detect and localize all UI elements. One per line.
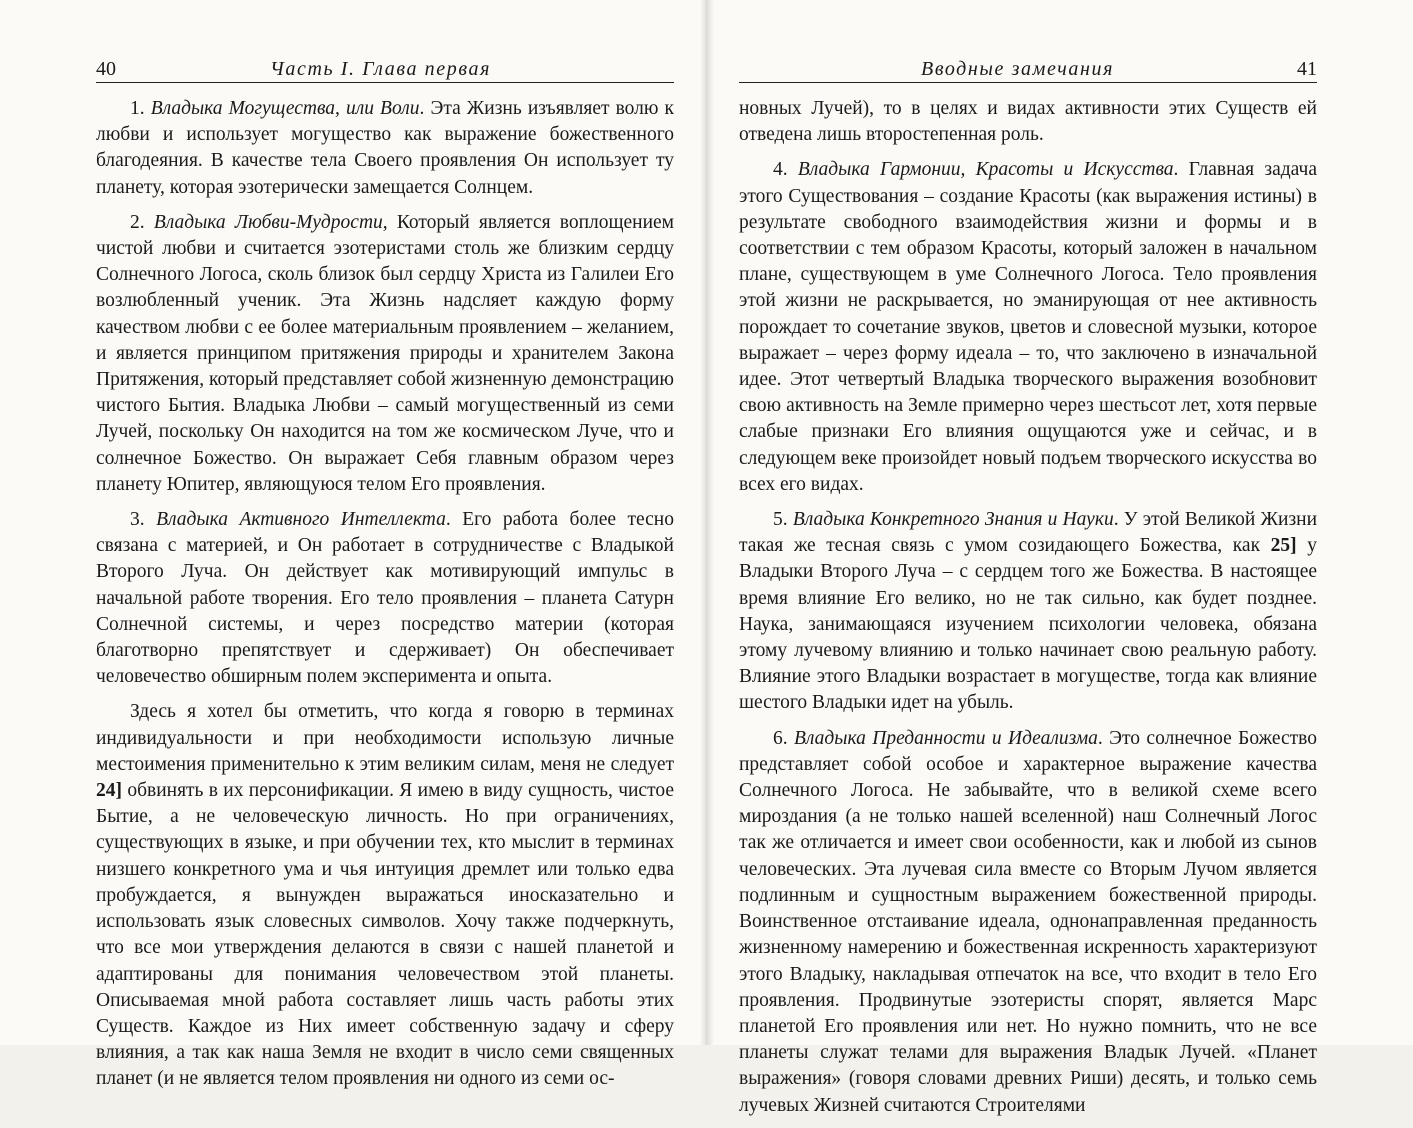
ray-title: Владыка Преданности и Идеализма bbox=[794, 727, 1098, 749]
paragraph-ray-4: 4. Владыка Гармонии, Красоты и Искусства. Главная задача этого Существования – создание Красоты (как выражения истины) в результате свободного взаимодействия жизни и формы и в соответствии с тем образом Красоты, который заложен в начальном плане, существующем в уме Солнечного Логоса. Тело проявления этой жизни не раскрывается, но эманирующая от нее активность порождает то сочетание звуков, цветов и словесной музыки, которое выражает – через форму идеала – то, что заключено в изначальной идее. Этот четвертый Владыка творческого выражения возобновит свою активность на Земле примерно через шестьсот лет, хотя первые слабые признаки Его влияния ощущаются уже и сейчас, и в следующем веке произойдет новый подъем творческого искусства во всех его видах. bbox=[739, 159, 1318, 495]
page-number: 41 bbox=[1297, 58, 1317, 80]
ray-title: Владыка Могущества, или Воли bbox=[150, 98, 420, 119]
ray-title: Владыка Гармонии, Красоты и Искусства bbox=[797, 159, 1174, 181]
right-page-text bbox=[739, 96, 1317, 1128]
paragraph-ray-5: 5. Владыка Конкретного Знания и Науки. У этой Великой Жизни такая же тесная связь с умом созидающего Божества, как 25] у Владыки Второго Луча – с сердцем того же Божества. В настоящее время влияние Его велико, но не так сильно, как будет позднее. Наука, занимающаяся изучением психологии человека, обязана этому лучевому влиянию и только начинает свою реальную работу. Влияние этого Владыки возрастает в могуществе, тогда как влияние шестого Владыки идет на убыль. bbox=[739, 509, 1318, 714]
left-page bbox=[0, 0, 706, 1090]
paragraph-ray-1: 1. Владыка Могущества, или Воли. Эта Жизнь изъявляет волю к любви и использует могущество как выражение божественного благодеяния. В качестве тела Своего проявления Он использует ту планету, которая эзотерически замещается Солнцем. bbox=[96, 98, 674, 198]
page-reference-marker: 25] bbox=[1270, 535, 1297, 557]
page-reference-marker: 24] bbox=[96, 780, 122, 802]
left-running-header bbox=[96, 56, 674, 83]
ray-title: Владыка Активного Интеллекта bbox=[156, 509, 446, 531]
ray-title: Владыка Конкретного Знания и Науки bbox=[792, 509, 1114, 531]
right-page bbox=[707, 0, 1413, 1116]
book-gutter-shadow bbox=[700, 0, 714, 1045]
paragraph-ray-3: 3. Владыка Активного Интеллекта. Его работа более тесно связана с материей, и Он работает в сотрудничестве с Владыкой Второго Луча. Он действует как мотивирующий импульс в начальной работе творения. Его тело проявления – планета Сатурн Солнечной системы, и через посредство материи (которая благотворно препятствует и сдерживает) Он обеспечивает человечество обширным полем эксперимента и опыта. bbox=[96, 509, 674, 688]
running-title: Вводные замечания bbox=[921, 58, 1114, 80]
ray-title: Владыка Любви-Мудрости bbox=[153, 211, 383, 233]
paragraph-ray-6: 6. Владыка Преданности и Идеализма. Это солнечное Божество представляет собой особое и характерное выражение качества Солнечного Логоса. Не забывайте, что в великой схеме всего мироздания (а не только нашей вселенной) наш Солнечный Логос так же отличается и имеет свои особенности, как и любой из сынов человеческих. Эта лучевая сила вместе со Вторым Лучом является подлинным и сущностным выражением божественной природы. Воинственное отстаивание идеала, однонаправленная преданность жизненному намерению и божественная искренность характеризуют этого Владыку, накладывая отпечаток на все, что входит в тело Его проявления. Продвинутые эзотеристы спорят, является Марс планетой Его проявления или нет. Но нужно помнить, что не все планеты служат телами для выражения Владык Лучей. «Планет выражения» (говоря словами древних Риши) десять, и только семь лучевых Жизней считаются Строителями bbox=[739, 727, 1318, 1116]
left-page-text bbox=[96, 96, 674, 1102]
paragraph-ray-2: 2. Владыка Любви-Мудрости, Который является воплощением чистой любви и считается эзотеристами столь же близким сердцу Солнечного Логоса, сколь близок был сердцу Христа из Галилеи Его возлюбленный ученик. Эта Жизнь надсляет каждую форму качеством любви с ее более материальным проявлением – желанием, и является принципом притяжения природы и хранителем Закона Притяжения, который представляет собой жизненную демонстрацию чистого Бытия. Владыка Любви – самый могущественный из семи Лучей, поскольку Он находится на том же космическом Луче, что и солнечное Божество. Он выражает Себя главным образом через планету Юпитер, являющуюся телом Его проявления. bbox=[96, 211, 675, 495]
paragraph-continuation: новных Лучей), то в целях и видах активности этих Существ ей отведена лишь второстепенная роль. bbox=[739, 98, 1317, 146]
running-title: Часть I. Глава первая bbox=[270, 58, 492, 80]
page-number: 40 bbox=[96, 58, 116, 80]
paragraph-note: Здесь я хотел бы отметить, что когда я говорю в терминах индивидуальности и при необходимости использую личные местоимения применительно к этим великим силам, меня не следует 24] обвинять в их персонификации. Я имею в виду сущность, чистое Бытие, а не человеческую личность. Но при ограничениях, существующих в языке, и при обучении тех, кто мыслит в терминах низшего конкретного ума и чья интуиция дремлет или только едва пробуждается, я вынужден выражаться иносказательно и использовать язык словесных символов. Хочу также подчеркнуть, что все мои утверждения делаются в связи с нашей планетой и адаптированы для понимания человечеством этой планеты. Описываемая мной работа составляет лишь часть работы этих Существ. Каждое из Них имеет собственную задачу и сферу влияния, а так как наша Земля не входит в число семи священных планет (и не является телом проявления ни одного из семи ос- bbox=[96, 701, 674, 1090]
right-running-header bbox=[739, 56, 1317, 83]
